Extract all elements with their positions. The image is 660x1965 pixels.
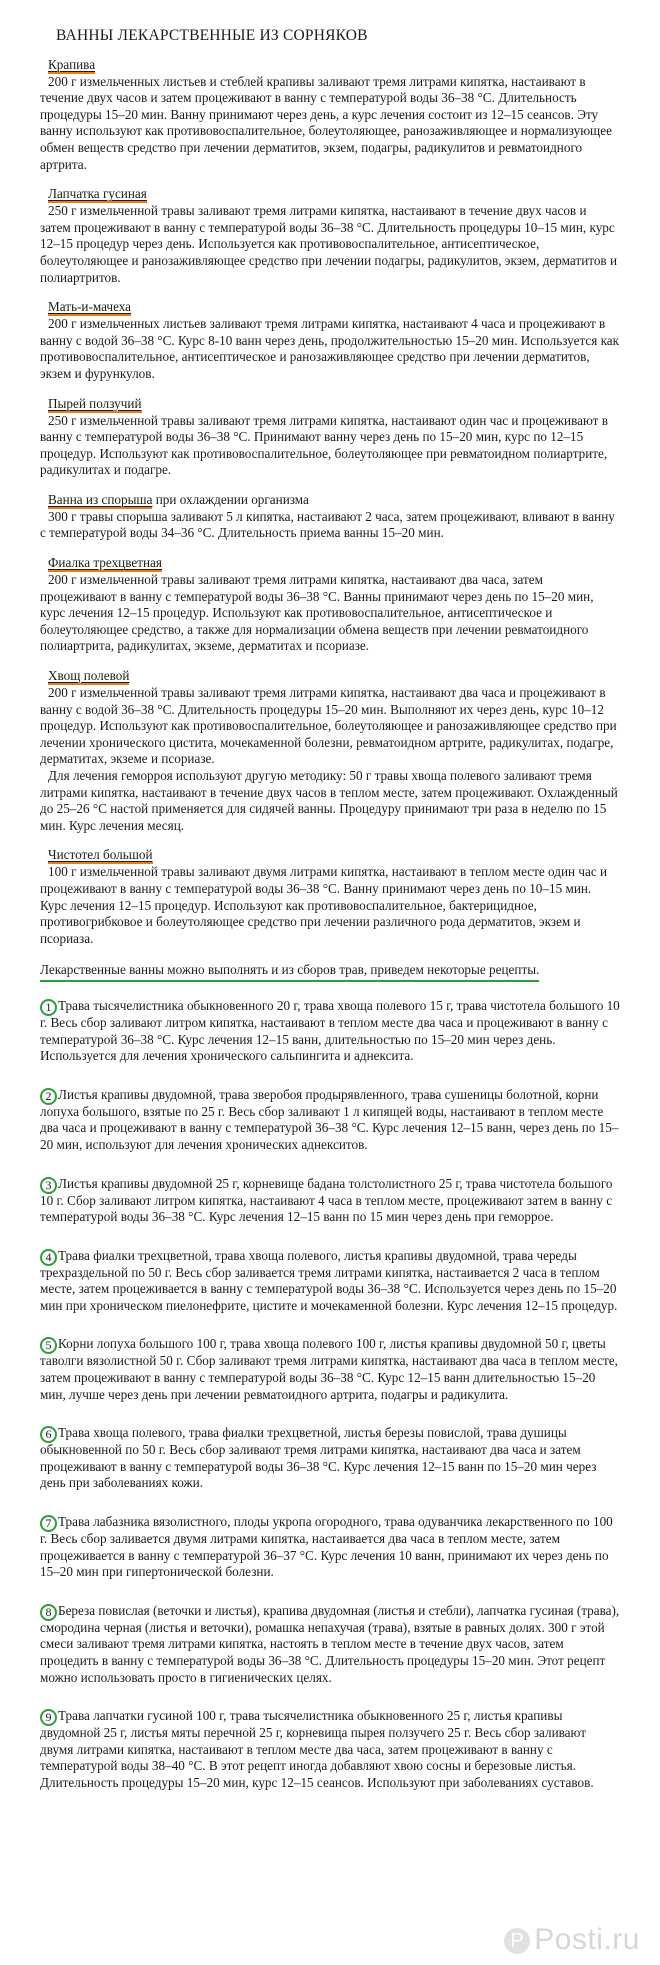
recipes-intro: Лекарственные ванны можно выполнять и из сборов трав, приведем некоторые рецепты. bbox=[40, 962, 539, 982]
section-text: 200 г измельченных листьев заливают тремя литрами кипятка, настаивают 4 часа и процеживают в ванну с водой 36–38 °C. Курс 8-10 ванн через день, продолжительностью 15–20 мин. Используется как противовоспалительное, антисептическое и ранозаживляющее средство при лечении дерматитов, экзем и фурункулов. bbox=[40, 316, 620, 381]
section-text: 200 г измельченной травы заливают тремя литрами кипятка, настаивают два часа, затем процеживают в ванну с температурой воды 36–38 °C. Ванны принимают через день по 15–20 мин, курс лечения 12–15 процедур. Используют как противовоспалительное, антисептическое и болеутоляющее средство, а также для нормализации обмена веществ при лечении ревматоидного полиартрита, радикулитах, экземе, дерматитах и псориазе. bbox=[40, 572, 594, 654]
recipe-text: Береза повислая (веточки и листья), крапива двудомная (листья и стебли), лапчатка гусиная (трава), смородина черная (листья и веточки), ромашка непахучая (трава), взятые в равных долях. 300 г этой смеси заливают тремя литрами кипятка, настоять в теплом месте в течение двух часов, затем процедить в ванну с температурой воды 36–38 °C. Длительность процедуры 15–20 мин. Этот рецепт можно использовать просто в гигиенических целях. bbox=[40, 1602, 620, 1685]
recipe-text: Трава тысячелистника обыкновенного 20 г, трава хвоща полевого 15 г, трава чистотела большого 10 г. Весь сбор заливают литром кипятка, настаивают в теплом месте два часа и процеживают в ванну с температурой 36–38 °C. Курс лечения 12–15 ванн, длительностью по 15–20 мин через день. Используется для лечения хронического сальпингита и аднексита. bbox=[40, 997, 620, 1064]
recipe-item bbox=[40, 1514, 620, 1581]
herb-section bbox=[40, 492, 620, 542]
herb-section bbox=[40, 57, 620, 174]
herb-section bbox=[40, 299, 620, 382]
recipe-item bbox=[40, 1248, 620, 1315]
page-title: ВАННЫ ЛЕКАРСТВЕННЫЕ ИЗ СОРНЯКОВ bbox=[56, 27, 368, 44]
section-heading-line bbox=[40, 396, 620, 413]
section-heading-line bbox=[40, 668, 620, 685]
section-heading-line bbox=[40, 555, 620, 572]
section-heading: Мать-и-мачеха bbox=[48, 299, 132, 315]
recipe-number: 6 bbox=[40, 1426, 57, 1443]
recipe-text: Корни лопуха большого 100 г, трава хвоща полевого 100 г, листья крапивы двудомной 50 г, цветы таволги вязолистной 50 г. Сбор заливают тремя литрами кипятка, настаивают два часа в теплом месте, затем процеживают в ванну с температурой воды 36–38 °C. Курс 12–15 ванн длительностью 15–20 мин, лучше через день при лечении ревматоидного артрита, подагры и радикулита. bbox=[40, 1336, 618, 1402]
watermark bbox=[504, 1923, 640, 1957]
recipe-number: 3 bbox=[40, 1177, 57, 1194]
section-heading: Чистотел большой bbox=[48, 847, 153, 863]
recipe-item bbox=[40, 998, 620, 1065]
section-heading: Лапчатка гусиная bbox=[48, 186, 147, 202]
section-heading: Хвощ полевой bbox=[48, 668, 130, 684]
herb-section bbox=[40, 847, 620, 947]
recipe-text: Листья крапивы двудомной 25 г, корневище бадана толстолистного 25 г, трава чистотела большого 10 г. Сбор заливают литром кипятка, настаивают 4 часа в теплом месте, процеживают затем в ванну с температурой воды 36–38 °C. Курс лечения 12–15 ванн по 15 мин через день при геморрое. bbox=[40, 1175, 613, 1225]
recipe-item bbox=[40, 1603, 620, 1686]
section-heading: Фиалка трехцветная bbox=[48, 555, 162, 571]
section-text: 200 г измельченной травы заливают тремя литрами кипятка, настаивают два часа и процеживают в ванну с водой 36–38 °C. Длительность процедуры 15–20 мин. Выполняют их через день, курс 10–12 процедур. Используют как противовоспалительное, болеутоляющее и ранозаживляющее средство при лечении хронического цистита, мочекаменной болезни, ревматоидном артрите, радикулитах, подагре, дерматитах, экземе и псориазе. bbox=[40, 685, 617, 767]
herb-section bbox=[40, 555, 620, 655]
herb-section bbox=[40, 668, 620, 834]
recipe-text: Трава лабазника вязолистного, плоды укропа огородного, трава одуванчика лекарственного по 100 г. Весь сбор заливается двумя литрами кипятка, настаивается два часа в теплом месте, затем процеживается в ванну с температурой 36–37 °C. Курс лечения 10 ванн, принимают их через день по 15–20 мин при гипертонической болезни. bbox=[40, 1514, 613, 1580]
section-extra-text: Для лечения геморроя используют другую методику: 50 г травы хвоща полевого заливают тремя литрами кипятка, настаивают в течение двух часов в теплом месте, затем процеживают. Охлажденный до 25–26 °C настой применяется для сидячей ванны. Процедуру принимают три раза в неделю по 15 мин. Курс лечения месяц. bbox=[40, 768, 618, 833]
recipe-number: 4 bbox=[40, 1249, 57, 1266]
section-text: 250 г измельченной травы заливают тремя литрами кипятка, настаивают в течение двух часов и затем процеживают в ванну с температурой воды 36–38 °C. Длительность процедуры 10–15 мин, курс 12–15 процедур через день. Используется как противовоспалительное, антисептическое, болеутоляющее и ранозаживляющее средство при лечении подагры, радикулитов, экзем, дерматитов и полиартритов. bbox=[40, 203, 618, 285]
section-heading-line bbox=[40, 492, 620, 509]
section-heading: Крапива bbox=[48, 56, 96, 72]
recipe-item bbox=[40, 1708, 620, 1791]
section-text: 200 г измельченных листьев и стеблей крапивы заливают тремя литрами кипятка, настаивают в течение двух часов и затем процеживают в ванну с температурой воды 36–38 °C. Длительность процедуры 15–20 мин. Ванну принимают через день, а курс лечения состоит из 12–15 сеансов. Эту ванну используют как противовоспалительное, болеутоляющее, ранозаживляющее и нормализующее обмен веществ средство при лечении дерматитов, экзем, подагры, радикулитов и ревматоидного артрита. bbox=[40, 73, 612, 172]
section-heading: Ванна из спорыша bbox=[48, 491, 153, 507]
recipe-item bbox=[40, 1425, 620, 1492]
recipe-number: 9 bbox=[40, 1709, 57, 1726]
recipe-number: 8 bbox=[40, 1604, 57, 1621]
herb-section bbox=[40, 186, 620, 286]
section-heading-line bbox=[40, 299, 620, 316]
section-heading-suffix: при охлаждении организма bbox=[152, 491, 309, 507]
sections-list bbox=[40, 57, 620, 948]
recipe-text: Трава лапчатки гусиной 100 г, трава тысячелистника обыкновенного 25 г, листья крапивы двудомной 25 г, листья мяты перечной 25 г, корневища пырея ползучего 25 г. Весь сбор заливают двумя литрами кипятка, настаивают в теплом месте два часа, затем процеживают в ванну с температурой воды 38–40 °C. В этот рецепт иногда добавляют хвою сосны и березовые листья. Длительность процедуры 15–20 мин, курс 12–15 сеансов. Используют при заболеваниях суставов. bbox=[40, 1708, 594, 1790]
recipe-text: Трава хвоща полевого, трава фиалки трехцветной, листья березы повислой, трава душицы обыкновенной по 50 г. Весь сбор заливают тремя литрами кипятка, настаивают два часа и затем процеживают в ванну с температурой воды 36–38 °C. Курс лечения 12–15 ванн по 15–20 мин через день при заболеваниях кожи. bbox=[40, 1425, 597, 1491]
section-text: 250 г измельченной травы заливают тремя литрами кипятка, настаивают один час и процеживают в ванну с температурой воды 36–38 °C. Принимают ванну через день по 15–20 мин, курс по 12–15 процедур. Используют как противовоспалительное, болеутоляющее при ревматоидном полиартрите, радикулитах и подагре. bbox=[40, 412, 608, 478]
section-text: 300 г травы спорыша заливают 5 л кипятка, настаивают 2 часа, затем процеживают, вливают в ванну с температурой воды 34–36 °C. Длительность приема ванны 15–20 мин. bbox=[40, 508, 615, 541]
recipe-number: 1 bbox=[40, 999, 57, 1016]
recipe-item bbox=[40, 1087, 620, 1154]
recipe-text: Листья крапивы двудомной, трава зверобоя продырявленного, трава сушеницы болотной, корни лопуха большого, взятые по 25 г. Весь сбор заливают 1 л кипящей воды, настаивают в теплом месте два часа и процеживают в ванну с температурой 36–38 °C. Курс лечения 12–15 ванн, через день по 15–20 мин, используют для лечения хронических аднекситов. bbox=[40, 1086, 619, 1152]
recipe-number: 2 bbox=[40, 1088, 57, 1105]
herb-section bbox=[40, 396, 620, 479]
recipe-number: 7 bbox=[40, 1515, 57, 1532]
section-heading-line bbox=[40, 186, 620, 203]
section-heading: Пырей ползучий bbox=[48, 395, 142, 411]
recipes-list bbox=[40, 998, 620, 1792]
watermark-text: Posti.ru bbox=[534, 1923, 640, 1956]
pinterest-icon: P bbox=[504, 1928, 530, 1954]
recipe-item bbox=[40, 1176, 620, 1226]
recipe-number: 5 bbox=[40, 1337, 57, 1354]
recipe-text: Трава фиалки трехцветной, трава хвоща полевого, листья крапивы двудомной, трава череды трехраздельной по 50 г. Весь сбор заливается тремя литрами кипятка, настаивается 2 часа в теплом месте, затем процеживается в ванну с температурой воды 36–38 °C. Используется через день по 15–20 мин при хроническом пиелонефрите, цистите и мочекаменной болезни. Курс лечения 12–15 процедур. bbox=[40, 1247, 618, 1313]
recipe-item bbox=[40, 1336, 620, 1403]
section-heading-line bbox=[40, 57, 620, 74]
section-text: 100 г измельченной травы заливают двумя литрами кипятка, настаивают в теплом месте один час и процеживают в ванну с температурой воды 36–38 °C. Ванну принимают через день по 10–15 мин. Курс лечения 12–15 процедур. Используют как противовоспалительное, бактерицидное, противогрибковое и болеутоляющее средство при лечении различного рода дерматитов, экзем и псориаза. bbox=[40, 864, 608, 946]
section-heading-line bbox=[40, 847, 620, 864]
